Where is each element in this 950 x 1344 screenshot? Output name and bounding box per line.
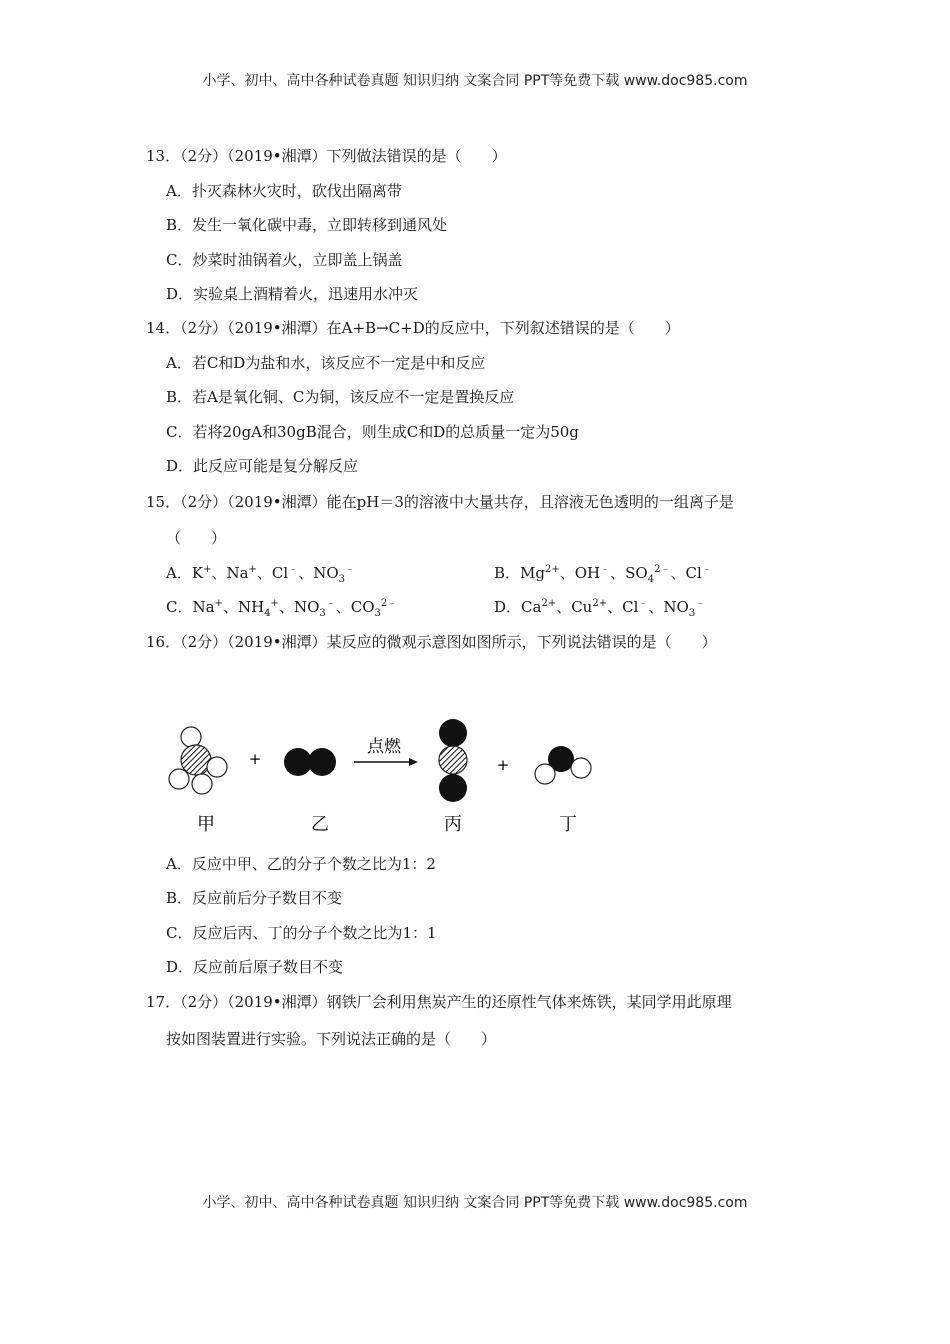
black-atom	[284, 748, 312, 776]
q15-option-b: B．$Mg^{2+}$、OH﹣、$SO_4^{2﹣}$、Cl﹣	[494, 564, 712, 585]
q13-option-b: B．发生一氧化碳中毒，立即转移到通风处	[166, 216, 448, 234]
label-ding: 丁	[559, 814, 577, 835]
molecule-yi	[284, 748, 336, 776]
question-15-stem-continued: （ ）	[166, 529, 227, 547]
arrow-head	[409, 758, 418, 766]
molecule-ding	[535, 746, 591, 784]
q13-option-a: A．扑灭森林火灾时，砍伐出隔离带	[166, 182, 402, 200]
q16-option-c: C．反应后丙、丁的分子个数之比为1：1	[166, 924, 437, 942]
reaction-micro-diagram	[160, 712, 620, 842]
q14-option-c: C．若将20gA和30gB混合，则生成C和D的总质量一定为50g	[166, 423, 579, 441]
hatched-atom	[181, 745, 211, 775]
molecule-bing	[439, 719, 467, 802]
molecule-jia	[169, 727, 227, 794]
question-17-stem-continued: 按如图装置进行实验。下列说法正确的是（ ）	[166, 1030, 497, 1048]
page-header: 小学、初中、高中各种试卷真题 知识归纳 文案合同 PPT等免费下载 www.doc985.com	[202, 73, 748, 89]
question-16-stem: 16．（2分）（2019•湘潭）某反应的微观示意图如图所示，下列说法错误的是（ ）	[146, 633, 717, 651]
question-15-stem: 15．（2分）（2019•湘潭）能在pH＝3的溶液中大量共存，且溶液无色透明的一组离子是	[146, 493, 734, 511]
black-atom	[439, 719, 467, 747]
q14-option-a: A．若C和D为盐和水，该反应不一定是中和反应	[166, 354, 486, 372]
white-atom	[571, 758, 591, 778]
question-13-stem: 13．（2分）（2019•湘潭）下列做法错误的是（ ）	[146, 147, 507, 165]
q14-option-d: D．此反应可能是复分解反应	[166, 457, 359, 475]
q16-option-d: D．反应前后原子数目不变	[166, 958, 344, 976]
label-jia: 甲	[197, 814, 215, 835]
q14-option-b: B．若A是氧化铜、C为铜，该反应不一定是置换反应	[166, 388, 515, 406]
white-atom	[207, 757, 227, 777]
q13-option-c: C．炒菜时油锅着火，立即盖上锅盖	[166, 251, 403, 269]
page-footer: 小学、初中、高中各种试卷真题 知识归纳 文案合同 PPT等免费下载 www.doc985.com	[202, 1195, 748, 1211]
white-atom	[192, 774, 212, 794]
q16-option-b: B．反应前后分子数目不变	[166, 889, 343, 907]
arrow-label: 点燃	[367, 737, 401, 757]
black-atom	[439, 774, 467, 802]
label-yi: 乙	[311, 814, 329, 835]
question-17-stem: 17．（2分）（2019•湘潭）钢铁厂会利用焦炭产生的还原性气体来炼铁，某同学用此原理	[146, 993, 732, 1011]
q15-option-a: A．K+、Na+、Cl﹣、$NO_3^﹣$	[166, 564, 356, 585]
white-atom	[535, 764, 555, 784]
white-atom	[181, 727, 201, 747]
q13-option-d: D．实验桌上酒精着火，迅速用水冲灭	[166, 285, 419, 303]
plus-sign: +	[496, 756, 510, 774]
plus-sign: +	[248, 750, 262, 768]
q15-option-d: D．$Ca^{2+}$、$Cu^{2+}$、Cl﹣、$NO_3^﹣$	[494, 598, 706, 619]
q16-option-a: A．反应中甲、乙的分子个数之比为1：2	[166, 855, 436, 873]
question-14-stem: 14．（2分）（2019•湘潭）在A+B→C+D的反应中，下列叙述错误的是（ ）	[146, 319, 680, 337]
q15-option-c: C．Na+、$NH_4^+$、$NO_3^﹣$、$CO_3^{2﹣}$	[166, 598, 398, 619]
white-atom	[169, 769, 189, 789]
hatched-atom	[439, 746, 467, 774]
label-bing: 丙	[444, 814, 462, 835]
black-atom	[308, 748, 336, 776]
